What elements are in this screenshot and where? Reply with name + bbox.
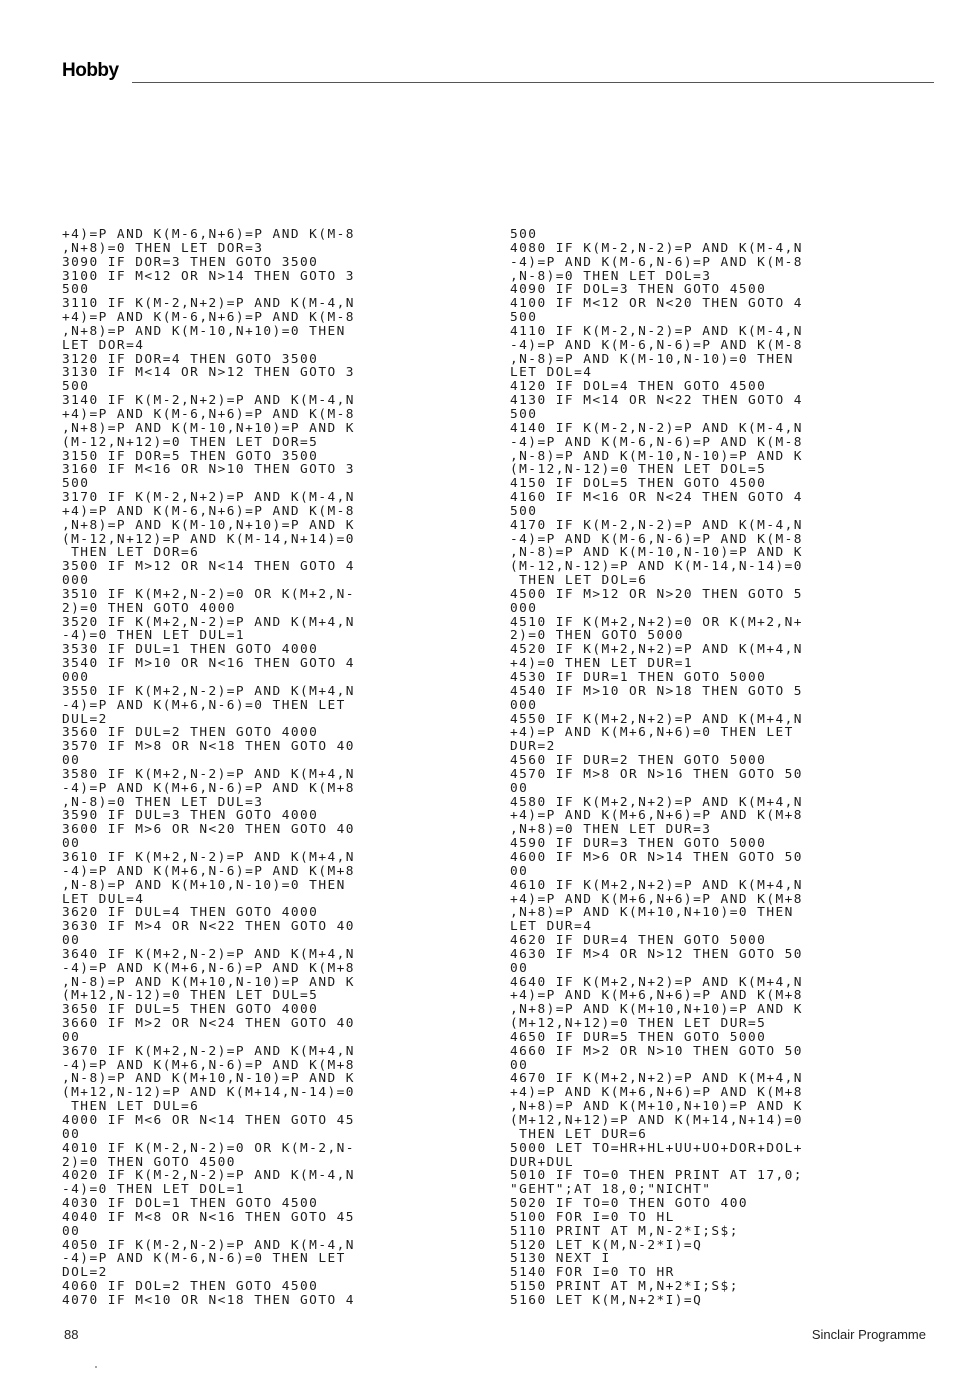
code-line: 3570 IF M>8 OR N<18 THEN GOTO 40 xyxy=(62,739,355,755)
code-line: ,N-8)=P AND K(M-10,N-10)=P AND K xyxy=(510,545,803,561)
code-line: 4660 IF M>2 OR N>10 THEN GOTO 50 xyxy=(510,1043,803,1059)
code-line: DUL=2 xyxy=(62,711,108,727)
code-line: DOL=2 xyxy=(62,1265,108,1281)
code-line: 00 xyxy=(62,1126,81,1142)
code-line: 3540 IF M>10 OR N<16 THEN GOTO 4 xyxy=(62,656,355,672)
code-line: +4)=P AND K(M+6,N+6)=P AND K(M+8 xyxy=(510,988,803,1004)
code-line: -4)=0 THEN LET DUL=1 xyxy=(62,628,246,644)
listing-column-left xyxy=(62,228,484,1328)
print-speck xyxy=(95,1366,97,1368)
code-line: 4540 IF M>10 OR N>18 THEN GOTO 5 xyxy=(510,683,803,699)
code-line: +4)=P AND K(M-6,N+6)=P AND K(M-8 xyxy=(62,503,355,519)
listing-column-right xyxy=(510,228,932,1328)
code-line: 4020 IF K(M-2,N-2)=P AND K(M-4,N xyxy=(62,1168,355,1184)
code-line: -4)=P AND K(M+6,N-6)=P AND K(M+8 xyxy=(62,863,355,879)
code-line: 4600 IF M>6 OR N>14 THEN GOTO 50 xyxy=(510,849,803,865)
code-line: ,N+8)=P AND K(M+10,N+10)=P AND K xyxy=(510,1002,803,1018)
code-line: 4010 IF K(M-2,N-2)=0 OR K(M-2,N- xyxy=(62,1140,355,1156)
code-line: 4500 IF M>12 OR N>20 THEN GOTO 5 xyxy=(510,586,803,602)
code-line: 4670 IF K(M+2,N+2)=P AND K(M+4,N xyxy=(510,1071,803,1087)
code-line: 4160 IF M<16 OR N<24 THEN GOTO 4 xyxy=(510,490,803,506)
code-line: 2)=0 THEN GOTO 4500 xyxy=(62,1154,236,1170)
code-line: ,N+8)=0 THEN LET DUR=3 xyxy=(510,822,712,838)
code-line: -4)=P AND K(M-6,N-6)=0 THEN LET xyxy=(62,1251,346,1267)
code-line: 4050 IF K(M-2,N-2)=P AND K(M-4,N xyxy=(62,1237,355,1253)
code-line: 500 xyxy=(62,379,90,395)
code-line: 500 xyxy=(62,476,90,492)
code-line: 5020 IF TO=0 THEN GOTO 400 xyxy=(510,1196,749,1212)
code-line: DUR=2 xyxy=(510,739,556,755)
page-number: 88 xyxy=(64,1327,79,1342)
code-line: 500 xyxy=(510,310,538,326)
code-line: 500 xyxy=(62,282,90,298)
code-line: DUR+DUL xyxy=(510,1154,575,1170)
code-line: 3630 IF M>4 OR N<22 THEN GOTO 40 xyxy=(62,919,355,935)
code-line: ,N+8)=0 THEN LET DOR=3 xyxy=(62,240,264,256)
code-line: 4040 IF M<8 OR N<16 THEN GOTO 45 xyxy=(62,1209,355,1225)
code-line: 000 xyxy=(62,573,90,589)
code-line: 00 xyxy=(510,1057,529,1073)
code-line: 4650 IF DUR=5 THEN GOTO 5000 xyxy=(510,1029,767,1045)
code-line: 3550 IF K(M+2,N-2)=P AND K(M+4,N xyxy=(62,683,355,699)
section-title: Hobby xyxy=(62,60,119,81)
code-line: ,N-8)=0 THEN LET DOL=3 xyxy=(510,268,712,284)
code-line: +4)=P AND K(M-6,N+6)=P AND K(M-8 xyxy=(62,228,355,242)
code-line: 4120 IF DOL=4 THEN GOTO 4500 xyxy=(510,379,767,395)
code-line: 5100 FOR I=0 TO HL xyxy=(510,1209,675,1225)
code-line: ,N+8)=P AND K(M+10,N+10)=0 THEN xyxy=(510,905,794,921)
code-line: +4)=P AND K(M-6,N+6)=P AND K(M-8 xyxy=(62,406,355,422)
code-line: ,N-8)=P AND K(M+10,N-10)=P AND K xyxy=(62,974,355,990)
code-line: 00 xyxy=(510,960,529,976)
code-line: LET DOL=4 xyxy=(510,365,593,381)
code-line: 4620 IF DUR=4 THEN GOTO 5000 xyxy=(510,933,767,949)
code-line: 4530 IF DUR=1 THEN GOTO 5000 xyxy=(510,670,767,685)
code-line: 00 xyxy=(62,933,81,949)
code-line: +4)=P AND K(M-6,N+6)=P AND K(M-8 xyxy=(62,310,355,326)
code-line: 5120 LET K(M,N-2*I)=Q xyxy=(510,1237,703,1253)
code-line: -4)=P AND K(M+6,N-6)=0 THEN LET xyxy=(62,697,346,713)
code-line: 4580 IF K(M+2,N+2)=P AND K(M+4,N xyxy=(510,794,803,810)
code-line: 4550 IF K(M+2,N+2)=P AND K(M+4,N xyxy=(510,711,803,727)
code-line: 3160 IF M<16 OR N>10 THEN GOTO 3 xyxy=(62,462,355,478)
code-line: 3500 IF M>12 OR N<14 THEN GOTO 4 xyxy=(62,559,355,575)
code-line: (M-12,N-12)=P AND K(M-14,N-14)=0 xyxy=(510,559,803,575)
code-line: 5160 LET K(M,N+2*I)=Q xyxy=(510,1292,703,1308)
code-line: 5140 FOR I=0 TO HR xyxy=(510,1265,675,1281)
code-line: 000 xyxy=(510,600,538,616)
code-line: 4090 IF DOL=3 THEN GOTO 4500 xyxy=(510,282,767,298)
code-line: -4)=P AND K(M+6,N-6)=P AND K(M+8 xyxy=(62,1057,355,1073)
code-line: 4170 IF K(M-2,N-2)=P AND K(M-4,N xyxy=(510,517,803,533)
code-line: 3510 IF K(M+2,N-2)=0 OR K(M+2,N- xyxy=(62,586,355,602)
code-line: THEN LET DOL=6 xyxy=(510,573,648,589)
code-line: 3130 IF M<14 OR N>12 THEN GOTO 3 xyxy=(62,365,355,381)
code-line: 000 xyxy=(62,670,90,685)
code-line: 3110 IF K(M-2,N+2)=P AND K(M-4,N xyxy=(62,296,355,312)
code-line: 4520 IF K(M+2,N+2)=P AND K(M+4,N xyxy=(510,642,803,658)
code-line: ,N-8)=P AND K(M+10,N-10)=P AND K xyxy=(62,1071,355,1087)
code-line: +4)=0 THEN LET DUR=1 xyxy=(510,656,694,672)
code-line: LET DUL=4 xyxy=(62,891,145,907)
code-line: 4060 IF DOL=2 THEN GOTO 4500 xyxy=(62,1279,319,1295)
code-line: 5010 IF TO=0 THEN PRINT AT 17,0; xyxy=(510,1168,803,1184)
code-line: 4140 IF K(M-2,N-2)=P AND K(M-4,N xyxy=(510,420,803,436)
code-line: 4100 IF M<12 OR N<20 THEN GOTO 4 xyxy=(510,296,803,312)
code-line: 3650 IF DUL=5 THEN GOTO 4000 xyxy=(62,1002,319,1018)
code-line: 3520 IF K(M+2,N-2)=P AND K(M+4,N xyxy=(62,614,355,630)
code-line: 2)=0 THEN GOTO 5000 xyxy=(510,628,684,644)
code-line: 00 xyxy=(62,836,81,852)
code-line: 00 xyxy=(62,753,81,769)
code-line: 3150 IF DOR=5 THEN GOTO 3500 xyxy=(62,448,319,464)
code-line: 00 xyxy=(510,863,529,879)
code-line: 3610 IF K(M+2,N-2)=P AND K(M+4,N xyxy=(62,849,355,865)
code-line: ,N+8)=P AND K(M+10,N+10)=P AND K xyxy=(510,1099,803,1115)
code-line: -4)=P AND K(M-6,N-6)=P AND K(M-8 xyxy=(510,254,803,270)
code-line: THEN LET DOR=6 xyxy=(62,545,200,561)
code-line: (M+12,N-12)=P AND K(M+14,N-14)=0 xyxy=(62,1085,355,1101)
code-line: LET DUR=4 xyxy=(510,919,593,935)
code-line: 4630 IF M>4 OR N>12 THEN GOTO 50 xyxy=(510,946,803,962)
code-line: 3590 IF DUL=3 THEN GOTO 4000 xyxy=(62,808,319,824)
code-line: +4)=P AND K(M+6,N+6)=P AND K(M+8 xyxy=(510,891,803,907)
code-line: ,N-8)=P AND K(M-10,N-10)=P AND K xyxy=(510,448,803,464)
code-line: (M+12,N+12)=0 THEN LET DUR=5 xyxy=(510,1016,767,1032)
code-line: 3560 IF DUL=2 THEN GOTO 4000 xyxy=(62,725,319,741)
code-line: 4560 IF DUR=2 THEN GOTO 5000 xyxy=(510,753,767,769)
code-line: LET DOR=4 xyxy=(62,337,145,353)
code-line: 3670 IF K(M+2,N-2)=P AND K(M+4,N xyxy=(62,1043,355,1059)
code-line: 3120 IF DOR=4 THEN GOTO 3500 xyxy=(62,351,319,367)
code-line: 4510 IF K(M+2,N+2)=0 OR K(M+2,N+ xyxy=(510,614,803,630)
code-line: 4130 IF M<14 OR N<22 THEN GOTO 4 xyxy=(510,393,803,409)
code-line: 4080 IF K(M-2,N-2)=P AND K(M-4,N xyxy=(510,240,803,256)
page-header xyxy=(62,60,934,86)
code-line: 500 xyxy=(510,503,538,519)
code-line: ,N+8)=P AND K(M-10,N+10)=P AND K xyxy=(62,420,355,436)
code-line: ,N+8)=P AND K(M-10,N+10)=P AND K xyxy=(62,517,355,533)
code-line: 4030 IF DOL=1 THEN GOTO 4500 xyxy=(62,1196,319,1212)
code-line: 4570 IF M>8 OR N>16 THEN GOTO 50 xyxy=(510,766,803,782)
code-line: ,N-8)=0 THEN LET DUL=3 xyxy=(62,794,264,810)
code-line: 00 xyxy=(62,1029,81,1045)
code-line: 4000 IF M<6 OR N<14 THEN GOTO 45 xyxy=(62,1113,355,1128)
code-line: THEN LET DUR=6 xyxy=(510,1126,648,1142)
code-line: +4)=P AND K(M+6,N+6)=0 THEN LET xyxy=(510,725,794,741)
code-line: "GEHT";AT 18,0;"NICHT" xyxy=(510,1182,712,1198)
code-line: 5130 NEXT I xyxy=(510,1251,611,1267)
code-line: 2)=0 THEN GOTO 4000 xyxy=(62,600,236,616)
code-line: 3640 IF K(M+2,N-2)=P AND K(M+4,N xyxy=(62,946,355,962)
code-line: -4)=0 THEN LET DOL=1 xyxy=(62,1182,246,1198)
code-line: 4640 IF K(M+2,N+2)=P AND K(M+4,N xyxy=(510,974,803,990)
code-line: 4110 IF K(M-2,N-2)=P AND K(M-4,N xyxy=(510,323,803,339)
code-line: ,N+8)=P AND K(M-10,N+10)=0 THEN xyxy=(62,323,346,339)
code-line: 4150 IF DOL=5 THEN GOTO 4500 xyxy=(510,476,767,492)
code-line: ,N-8)=P AND K(M-10,N-10)=0 THEN xyxy=(510,351,794,367)
code-line: 3100 IF M<12 OR N>14 THEN GOTO 3 xyxy=(62,268,355,284)
code-line: -4)=P AND K(M+6,N-6)=P AND K(M+8 xyxy=(62,960,355,976)
code-line: (M-12,N+12)=P AND K(M-14,N+14)=0 xyxy=(62,531,355,547)
code-line: 5110 PRINT AT M,N-2*I;S$; xyxy=(510,1223,739,1239)
code-line: 00 xyxy=(62,1223,81,1239)
code-line: 3620 IF DUL=4 THEN GOTO 4000 xyxy=(62,905,319,921)
code-line: (M+12,N-12)=0 THEN LET DUL=5 xyxy=(62,988,319,1004)
code-line: (M+12,N+12)=P AND K(M+14,N+14)=0 xyxy=(510,1113,803,1128)
code-line: 3660 IF M>2 OR N<24 THEN GOTO 40 xyxy=(62,1016,355,1032)
code-line: +4)=P AND K(M+6,N+6)=P AND K(M+8 xyxy=(510,1085,803,1101)
code-line: 5150 PRINT AT M,N+2*I;S$; xyxy=(510,1279,739,1295)
code-line: 3600 IF M>6 OR N<20 THEN GOTO 40 xyxy=(62,822,355,838)
code-line: +4)=P AND K(M+6,N+6)=P AND K(M+8 xyxy=(510,808,803,824)
code-line: 3090 IF DOR=3 THEN GOTO 3500 xyxy=(62,254,319,270)
code-line: 3140 IF K(M-2,N+2)=P AND K(M-4,N xyxy=(62,393,355,409)
code-line: THEN LET DUL=6 xyxy=(62,1099,200,1115)
code-line: 000 xyxy=(510,697,538,713)
header-rule xyxy=(132,82,934,83)
code-line: 00 xyxy=(510,780,529,796)
code-line: 3530 IF DUL=1 THEN GOTO 4000 xyxy=(62,642,319,658)
code-line: 3170 IF K(M-2,N+2)=P AND K(M-4,N xyxy=(62,490,355,506)
code-line: (M-12,N+12)=0 THEN LET DOR=5 xyxy=(62,434,319,450)
code-line: -4)=P AND K(M-6,N-6)=P AND K(M-8 xyxy=(510,434,803,450)
code-line: 4610 IF K(M+2,N+2)=P AND K(M+4,N xyxy=(510,877,803,893)
code-line: 4070 IF M<10 OR N<18 THEN GOTO 4 xyxy=(62,1292,355,1308)
code-line: -4)=P AND K(M+6,N-6)=P AND K(M+8 xyxy=(62,780,355,796)
code-line: 500 xyxy=(510,406,538,422)
code-line: (M-12,N-12)=0 THEN LET DOL=5 xyxy=(510,462,767,478)
code-line: -4)=P AND K(M-6,N-6)=P AND K(M-8 xyxy=(510,337,803,353)
code-line: -4)=P AND K(M-6,N-6)=P AND K(M-8 xyxy=(510,531,803,547)
code-line: 4590 IF DUR=3 THEN GOTO 5000 xyxy=(510,836,767,852)
code-line: 500 xyxy=(510,228,538,242)
code-line: 3580 IF K(M+2,N-2)=P AND K(M+4,N xyxy=(62,766,355,782)
code-line: ,N-8)=P AND K(M+10,N-10)=0 THEN xyxy=(62,877,346,893)
publication-name: Sinclair Programme xyxy=(811,1327,926,1342)
code-line: 5000 LET TO=HR+HL+UU+UO+DOR+DOL+ xyxy=(510,1140,803,1156)
